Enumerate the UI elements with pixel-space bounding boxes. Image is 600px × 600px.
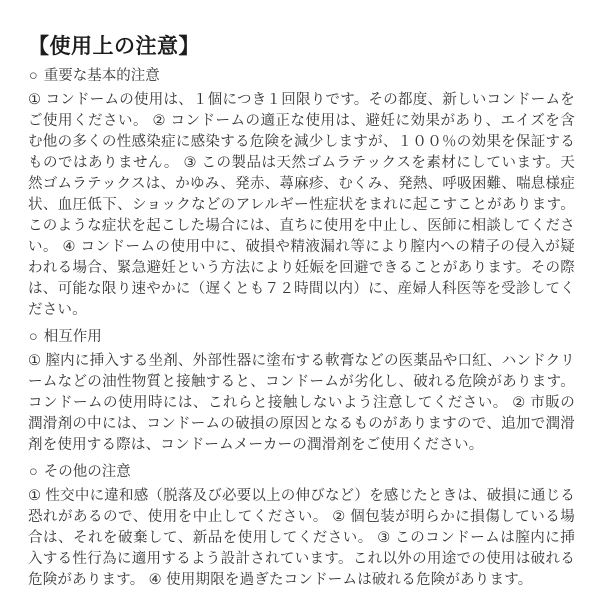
section-interactions xyxy=(28,329,575,456)
section-body-text: ① コンドームの使用は、１個につき１回限りです。その都度、新しいコンドームをご使用ください。 ② コンドームの適正な使用は、避妊に効果があり、エイズを含む他の多くの性感染症に感染する危険を減少しますが、１００％の効果を保証するものではありません。 ③ この製品は天然ゴムラテックスを素材にしています。天然ゴムラテックスは、かゆみ、発赤、蕁麻疹、むくみ、発熱、呼吸困難、喘息様症状、血圧低下、ショックなどのアレルギー性症状をまれに起こすことがあります。このような症状を起こした場合には、直ちに使用を中止し、医師に相談してください。 ④ コンドームの使用中に、破損や精液漏れ等により膣内への精子の侵入が疑われる場合、緊急避妊という方法により妊娠を回避できることがあります。その際は、可能な限り速やかに（遅くとも７２時間以内）に、産婦人科医等を受診してください。 xyxy=(28,92,575,318)
section-header xyxy=(29,329,575,345)
section-body-text: ① 性交中に違和感（脱落及び必要以上の伸びなど）を感じたときは、破損に通じる恐れがあるので、使用を中止してください。 ② 個包装が明らかに損傷している場合は、それを破棄して、新品を使用してください。 ③ このコンドームは膣内に挿入する性行為に適用するよう設計されています。これ以外の用途での使用は破れる危険があります。 ④ 使用期限を過ぎたコンドームは破れる危険があります。 xyxy=(28,488,575,588)
section-header-label: 相互作用 xyxy=(43,329,102,345)
section-header-label: その他の注意 xyxy=(43,464,131,480)
page-title: 【使用上の注意】 xyxy=(28,35,200,58)
section-header-label: 重要な基本的注意 xyxy=(43,68,160,84)
section-other-precautions xyxy=(28,464,575,591)
section-important-basic-precautions xyxy=(28,68,575,321)
section-header xyxy=(29,464,575,480)
section-header xyxy=(29,68,575,84)
section-body-text: ① 膣内に挿入する坐剤、外部性器に塗布する軟膏などの医薬品や口紅、ハンドクリームなどの油性物質と接触すると、コンドームが劣化し、破れる危険があります。コンドームの使用時には、これらと接触しないよう注意してください。 ② 市販の潤滑剤の中には、コンドームの破損の原因となるものがありますので、追加で潤滑剤を使用する際は、コンドームメーカーの潤滑剤をご使用ください。 xyxy=(28,353,575,453)
circle-bullet-icon: ○ xyxy=(29,464,38,480)
circle-bullet-icon: ○ xyxy=(29,68,38,84)
circle-bullet-icon: ○ xyxy=(29,329,38,345)
